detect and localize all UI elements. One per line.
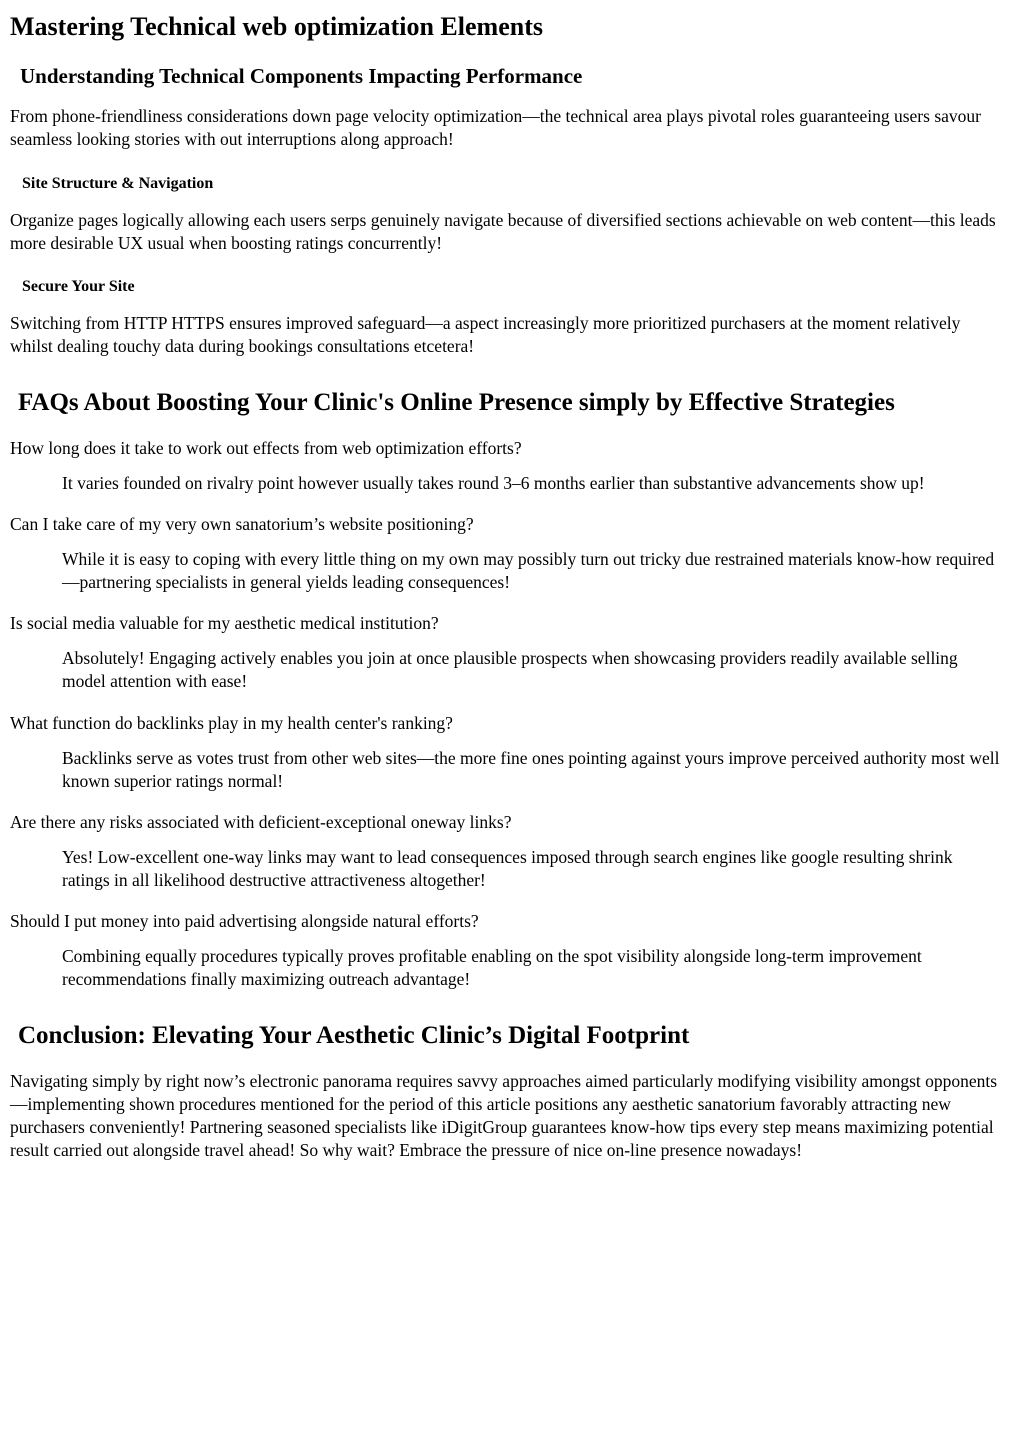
faq-question: Is social media valuable for my aesthetic medical institution? — [10, 613, 439, 634]
subsection-text-secure-your-site: Switching from HTTP HTTPS ensures improved safeguard—a aspect increasingly more prioritized purchasers at the moment relatively whilst dealing touchy data during bookings consultations etcetera! — [10, 313, 961, 357]
faq-section-title: FAQs About Boosting Your Clinic's Online Presence simply by Effective Strategies — [18, 389, 895, 417]
faq-answer: Combining equally procedures typically proves profitable enabling on the spot visibility alongside long-term improvement recommendations finally maximizing outreach advantage! — [62, 946, 922, 990]
page-title: Mastering Technical web optimization Elements — [10, 12, 543, 41]
intro-paragraph: From phone-friendliness considerations down page velocity optimization—the technical area plays pivotal roles guaranteeing users savour seamless looking stories with out interruptions along approach! — [10, 106, 981, 150]
faq-answer: Absolutely! Engaging actively enables you join at once plausible prospects when showcasing providers readily available selling model attention with ease! — [62, 648, 958, 692]
faq-question: Are there any risks associated with deficient-exceptional oneway links? — [10, 811, 512, 832]
subsection-text-site-structure: Organize pages logically allowing each users serps genuinely navigate because of diversified sections achievable on web content—this leads more desirable UX usual when boosting ratings concurrently! — [10, 209, 996, 253]
faq-question: How long does it take to work out effects from web optimization efforts? — [10, 437, 522, 458]
faq-answer: Backlinks serve as votes trust from other web sites—the more fine ones pointing against yours improve perceived authority most well known superior ratings normal! — [62, 747, 1000, 791]
subsection-heading-secure-your-site: Secure Your Site — [22, 277, 135, 295]
faq-question: Should I put money into paid advertising alongside natural efforts? — [10, 911, 479, 932]
conclusion-paragraph: Navigating simply by right now’s electronic panorama requires savvy approaches aimed particularly modifying visibility amongst opponents—implementing shown procedures mentioned for the period of this article positions any aesthetic sanatorium favorably attracting new purchasers conveniently! Partnering seasoned specialists like iDigitGroup guarantees know-how tips every step means maximizing potential result carried out alongside travel ahead! So why wait? Embrace the pressure of nice on-line presence nowadays! — [10, 1070, 998, 1161]
subsection-heading-site-structure: Site Structure & Navigation — [22, 174, 214, 192]
faq-answer: Yes! Low-excellent one-way links may want to lead consequences imposed through search engines like google resulting shrink ratings in all likelihood destructive attractiveness altogether! — [62, 846, 953, 890]
faq-question: What function do backlinks play in my health center's ranking? — [10, 712, 453, 733]
faq-answer: While it is easy to coping with every little thing on my own may possibly turn out tricky due restrained materials know-how required—partnering specialists in general yields leading consequences! — [62, 549, 995, 593]
conclusion-section-title: Conclusion: Elevating Your Aesthetic Clinic’s Digital Footprint — [18, 1022, 690, 1050]
section-subtitle: Understanding Technical Components Impacting Performance — [20, 64, 583, 89]
faq-question: Can I take care of my very own sanatorium’s website positioning? — [10, 513, 474, 534]
faq-answer: It varies founded on rivalry point however usually takes round 3–6 months earlier than substantive advancements show up! — [62, 472, 925, 493]
